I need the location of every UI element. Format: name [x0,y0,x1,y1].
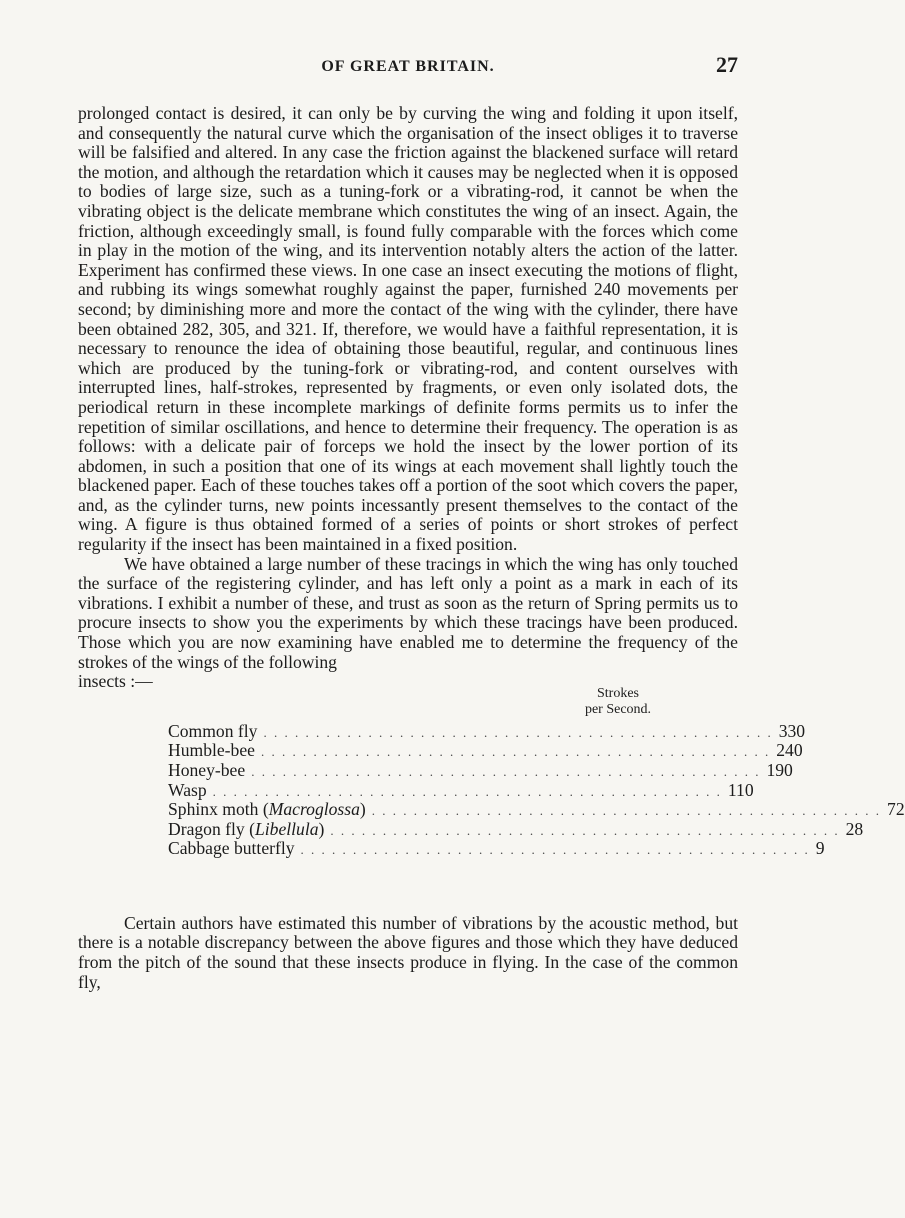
running-title: OF GREAT BRITAIN. [321,58,495,75]
insect-name: Cabbage butterfly [168,838,295,859]
strokes-value: 110 [727,779,754,800]
insect-name: Humble-bee [168,740,255,761]
body-paragraph-3: Certain authors have estimated this number of vibrations by the acoustic method, but there is a notable discrepancy between the above figures and those which they have deduced from the pitch of the sound that these insects produce in flying. In the case of the common fly, [78,912,738,992]
page-number: 27 [716,52,738,77]
leader-dots: . . . . . . . . . . . . . . . . . . . . . . . . . . . . . . . . . . . . . . . . . . . . . . . . . [263,724,773,740]
insect-name: Dragon fly (Libellula) [168,818,325,839]
strokes-value: 330 [778,720,806,741]
table-row [168,720,806,742]
body-paragraph-2: We have obtained a large number of these tracings in which the wing has only touched the surface of the registering cylinder, and has left only a point as a mark in each of its vibrations. I exhibit a number of these, and trust as soon as the return of Spring permits us to procure insects to show you the experiments by which these tracings have been produced. Those which you are now examining have enabled me to determine the frequency of the strokes of the wings of the following [78,553,738,672]
table-lead-in: insects :— [78,671,153,692]
table-row [168,740,803,761]
insect-name: Honey-bee [168,760,246,780]
book-page [78,52,905,992]
strokes-value: 72 [887,799,905,820]
insect-name: Sphinx moth (Macroglossa) [168,799,366,820]
column-header-line-2: per Second. [584,701,652,717]
leader-dots: . . . . . . . . . . . . . . . . . . . . . . . . . . . . . . . . . . . . . . . . . . . . . . . . . [212,783,722,799]
wing-strokes-table [78,685,905,906]
strokes-value: 190 [766,760,793,780]
table-row [168,838,825,859]
column-header-line-1: Strokes [597,685,639,701]
body-paragraph-1: prolonged contact is desired, it can only be by curving the wing and folding it upon itself, and consequently the natural curve which the organisation of the insect obliges it to traverse will be falsified and altered. In any case the friction against the blackened surface will retard the motion, and although the retardation which it causes may be neglected when it is opposed to bodies of large size, such as a tuning-fork or a vibrating-rod, it cannot be when the vibrating object is the delicate membrane which constitutes the wing of an insect. Again, the friction, although exceedingly small, is found fully comparable with the forces which come in play in the motion of the wing, and its intervention notably alters the action of the latter. Experiment has confirmed these views. In one case an insect executing the motions of flight, and rubbing its wings somewhat roughly against the paper, furnished 240 movements per second; by diminishing more and more the contact of the wing with the cylinder, there have been obtained 282, 305, and 321. If, therefore, we would have a faithful representation, it is necessary to renounce the idea of obtaining those beautiful, regular, and continuous lines which are produced by the tuning-fork or vibrating-rod, and content ourselves with interrupted lines, half-strokes, represented by fragments, or even only isolated dots, the periodical return in these incomplete markings of definite forms permits us to infer the repetition of similar oscillations, and hence to determine their frequency. The operation is as follows: with a delicate pair of forceps we hold the insect by the lower portion of its abdomen, in such a position that one of its wings at each movement shall lightly touch the blackened paper. Each of these touches takes off a portion of the soot which covers the paper, and, as the cylinder turns, new points incessantly present themselves to the contact of the wing. A figure is thus obtained formed of a series of points or short strokes of perfect regularity if the insect has been maintained in a fixed position. [78,103,738,555]
table-row [168,779,754,801]
table-row [168,818,864,840]
leader-dots: . . . . . . . . . . . . . . . . . . . . . . . . . . . . . . . . . . . . . . . . . . . . . . . . . [251,764,761,779]
table-rows [168,720,905,859]
table-row [168,799,905,820]
insect-name: Common fly [168,720,258,741]
table-row [168,760,793,781]
table-column-header [558,686,678,718]
leader-dots: . . . . . . . . . . . . . . . . . . . . . . . . . . . . . . . . . . . . . . . . . . . . . . . . . [300,842,810,858]
leader-dots: . . . . . . . . . . . . . . . . . . . . . . . . . . . . . . . . . . . . . . . . . . . . . . . . . [330,822,840,838]
leader-dots: . . . . . . . . . . . . . . . . . . . . . . . . . . . . . . . . . . . . . . . . . . . . . . . . . [260,744,771,760]
leader-dots: . . . . . . . . . . . . . . . . . . . . . . . . . . . . . . . . . . . . . . . . . . . . . . . . . [371,803,882,819]
running-head [78,52,738,86]
strokes-value: 9 [815,838,825,859]
strokes-value: 28 [845,818,864,839]
insect-name: Wasp [168,779,207,800]
strokes-value: 240 [776,740,803,761]
